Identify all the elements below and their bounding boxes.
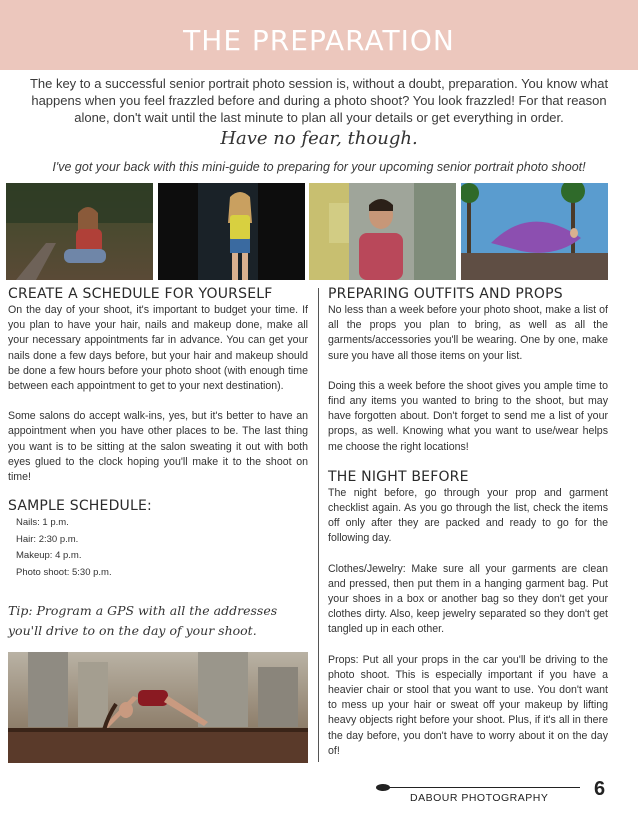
schedule-list	[16, 515, 308, 581]
photo-boy-graffiti-wall	[309, 183, 456, 280]
night-paragraph-1: The night before, go through your prop and garment checklist again. As you go through the list, check the items off only after they are packed and ready to go for the following day.	[328, 486, 608, 545]
schedule-heading: CREATE A SCHEDULE FOR YOURSELF	[8, 286, 273, 302]
night-paragraph-clothes: Clothes/Jewelry: Make sure all your garments are clean and pressed, then put them in a hanging garment bag. Put your shoes in a box or another bag so they don't get your clothes dirty. Also, keep jewelry separated so they don't get tangled up in each other.	[328, 562, 608, 636]
night-paragraph-props: Props: Put all your props in the car you'll be driving to the photo shoot. This is especially important if you have a heavier chair or stool that you want to use. You don't want to mess up your hair or sweat off your makeup by lifting heavy objects right before your shoot. Plus, if it's all in there the day before, you don't have to worry about it on the day of!	[328, 653, 608, 757]
photo-girl-on-tracks	[6, 183, 153, 280]
outfits-paragraph-1: No less than a week before your photo shoot, make a list of all the props you plan to bring, as well as all the garments/accessories you'll be wearing. One by one, make sure you have all those items on your list.	[328, 304, 608, 362]
footer-studio-name: DABOUR PHOTOGRAPHY	[410, 792, 549, 804]
intro-paragraph: The key to a successful senior portrait photo session is, without a doubt, preparation. You know what happens when you feel frazzled before and during a photo shoot? You look frazzled! For that reason alone, don't wait until the last minute to plan all your details or get everything in order.	[29, 76, 609, 125]
column-divider	[318, 288, 319, 762]
schedule-item-hair: Hair: 2:30 p.m.	[16, 533, 79, 545]
photo-dancer-city	[8, 652, 308, 763]
intro-subline: I've got your back with this mini-guide to preparing for your upcoming senior portrait photo shoot!	[52, 160, 586, 174]
gps-tip: Tip: Program a GPS with all the addresses you'll drive to on the day of your shoot.	[8, 603, 278, 638]
schedule-item-photo-shoot: Photo shoot: 5:30 p.m.	[16, 566, 112, 578]
outfits-heading: PREPARING OUTFITS AND PROPS	[328, 286, 563, 302]
night-before-heading: THE NIGHT BEFORE	[328, 468, 469, 485]
left-column	[8, 286, 308, 581]
schedule-paragraph-2: Some salons do accept walk-ins, yes, but it's better to have an appointment when you have other places to be. The last thing you want is to be sitting at the salon sweating it out with both eyes glued to the clock hoping you'll make it to the shoot on time!	[8, 410, 308, 484]
photo-girl-purple-dress	[461, 183, 608, 280]
outfits-paragraph-2: Doing this a week before the shoot gives you ample time to find any items you wanted to bring to the shoot, but may have forgotten about. Don't forget to send me a list of your props, as well. Knowing what you want to use/wear helps me choose the right locations!	[328, 379, 608, 453]
footer-rule	[384, 787, 580, 788]
schedule-item-makeup: Makeup: 4 p.m.	[16, 550, 82, 562]
page-number: 6	[594, 778, 606, 800]
schedule-item-nails: Nails: 1 p.m.	[16, 517, 69, 529]
schedule-paragraph-1: On the day of your shoot, it's important to budget your time. If you plan to have your hair, nails and makeup done, make all your necessary appointments far in advance. You can get your nails done a few days before, but your hair and makeup should be done a few hours before your photo shoot (with enough time between each appointment to get to your next destination).	[8, 304, 308, 393]
sample-schedule-heading: SAMPLE SCHEDULE:	[8, 498, 152, 515]
right-column	[328, 286, 608, 759]
photo-girl-yellow-top	[158, 183, 305, 280]
script-line: Have no fear, though.	[220, 128, 418, 149]
page-title: THE PREPARATION	[183, 24, 455, 57]
header-banner	[0, 0, 638, 70]
